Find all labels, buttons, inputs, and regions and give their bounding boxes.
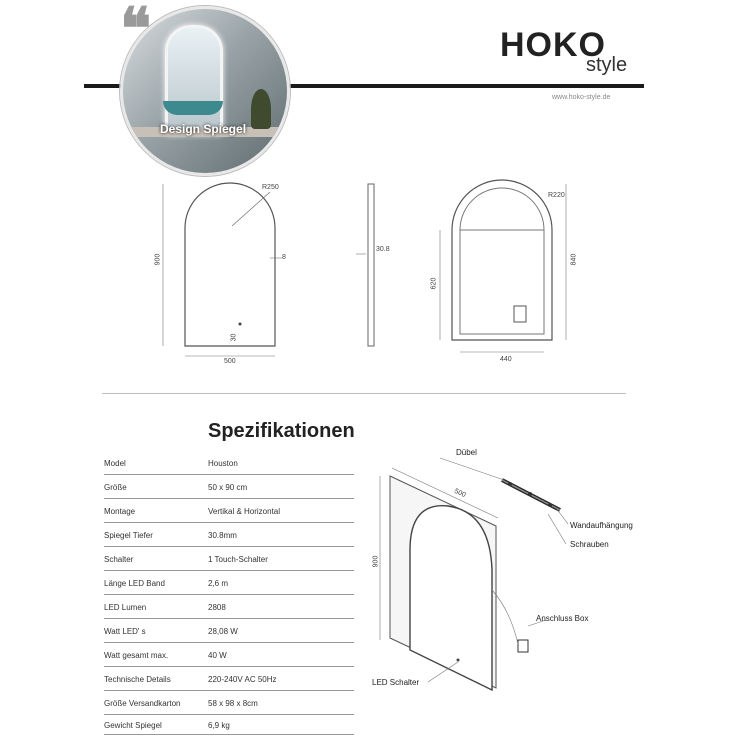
front-radius-label: R250 — [262, 184, 279, 191]
wall-mount-leader — [556, 508, 568, 524]
mirror-image — [165, 25, 223, 135]
spec-key: Größe — [104, 483, 127, 492]
spec-row — [104, 500, 354, 523]
spec-value: 2,6 m — [208, 579, 229, 588]
spec-row — [104, 644, 354, 667]
spec-row — [104, 572, 354, 595]
spec-key: Größe Versandkarton — [104, 699, 181, 708]
dubel-leader — [440, 458, 504, 480]
spec-value: 6,9 kg — [208, 721, 230, 730]
spec-row — [104, 668, 354, 691]
spec-row — [104, 476, 354, 499]
dubel-label: Dübel — [456, 448, 477, 457]
side-view-outline — [368, 184, 374, 346]
screws-label: Schrauben — [570, 540, 609, 549]
junction-box — [518, 640, 528, 652]
install-width-label: 500 — [453, 487, 467, 500]
wall-mount-label: Wandaufhängung — [570, 521, 633, 530]
screw-mark — [508, 482, 512, 486]
touch-switch-mark — [239, 323, 242, 326]
basin-image — [163, 101, 223, 115]
led-switch-label: LED Schalter — [372, 678, 420, 687]
spec-key: Watt LED' s — [104, 627, 146, 636]
spec-key: Schalter — [104, 555, 134, 564]
spec-value: Vertikal & Horizontal — [208, 507, 281, 516]
spec-row — [104, 620, 354, 643]
spec-row — [104, 692, 354, 715]
spec-value: 220-240V AC 50Hz — [208, 675, 277, 684]
spec-value: Houston — [208, 459, 238, 468]
photo-caption: Design Spiegel — [160, 122, 247, 136]
spec-key: LED Lumen — [104, 603, 147, 612]
spec-key: Technische Details — [104, 675, 171, 684]
section-divider — [102, 393, 626, 394]
front-switch-offset-label: 30 — [230, 333, 238, 342]
front-offset-label: 8 — [282, 254, 286, 261]
spec-value: 28,08 W — [208, 627, 238, 636]
quote-icon: ❝ — [120, 0, 152, 63]
brand-logo: HOKO — [500, 26, 606, 64]
screws-leader — [548, 514, 566, 544]
spec-title: Spezifikationen — [208, 420, 355, 442]
front-radius-leader — [232, 192, 270, 226]
website-url: www.hoko-style.de — [552, 94, 611, 101]
back-radius-label: R220 — [548, 192, 565, 199]
junction-box-label: Anschluss Box — [536, 614, 589, 623]
spec-key: Model — [104, 459, 126, 468]
spec-value: 50 x 90 cm — [208, 483, 248, 492]
spec-row — [104, 596, 354, 619]
plant-image — [251, 89, 271, 129]
screw-mark — [528, 492, 532, 496]
spec-value: 30.8mm — [208, 531, 237, 540]
spec-key: Länge LED Band — [104, 579, 165, 588]
led-switch-mark — [457, 659, 460, 662]
back-height-label: 840 — [570, 253, 578, 266]
spec-key: Gewicht Spiegel — [104, 721, 162, 730]
screw-mark — [548, 503, 552, 507]
back-junction-box — [514, 306, 526, 322]
spec-row — [104, 452, 354, 475]
spec-key: Watt gesamt max. — [104, 651, 169, 660]
spec-value: 58 x 98 x 8cm — [208, 699, 258, 708]
back-inner-height-label: 620 — [430, 277, 438, 290]
spec-row — [104, 524, 354, 547]
side-depth-label: 30.8 — [376, 246, 390, 253]
front-view-outline — [185, 183, 275, 346]
spec-value: 40 W — [208, 651, 227, 660]
spec-key: Montage — [104, 507, 136, 516]
back-view-outline — [452, 180, 552, 340]
spec-value: 1 Touch-Schalter — [208, 555, 268, 564]
back-width-label: 440 — [500, 356, 512, 363]
spec-key: Spiegel Tiefer — [104, 531, 153, 540]
brand-logo-sub: style — [586, 54, 628, 76]
spec-value: 2808 — [208, 603, 226, 612]
spec-row — [104, 548, 354, 571]
spec-row — [104, 714, 354, 735]
mirror-arch — [410, 506, 492, 690]
front-width-label: 500 — [224, 358, 236, 365]
technical-drawings — [0, 170, 736, 380]
back-view-inner — [460, 188, 544, 334]
install-height-label: 900 — [372, 555, 380, 568]
front-height-label: 900 — [154, 253, 162, 266]
